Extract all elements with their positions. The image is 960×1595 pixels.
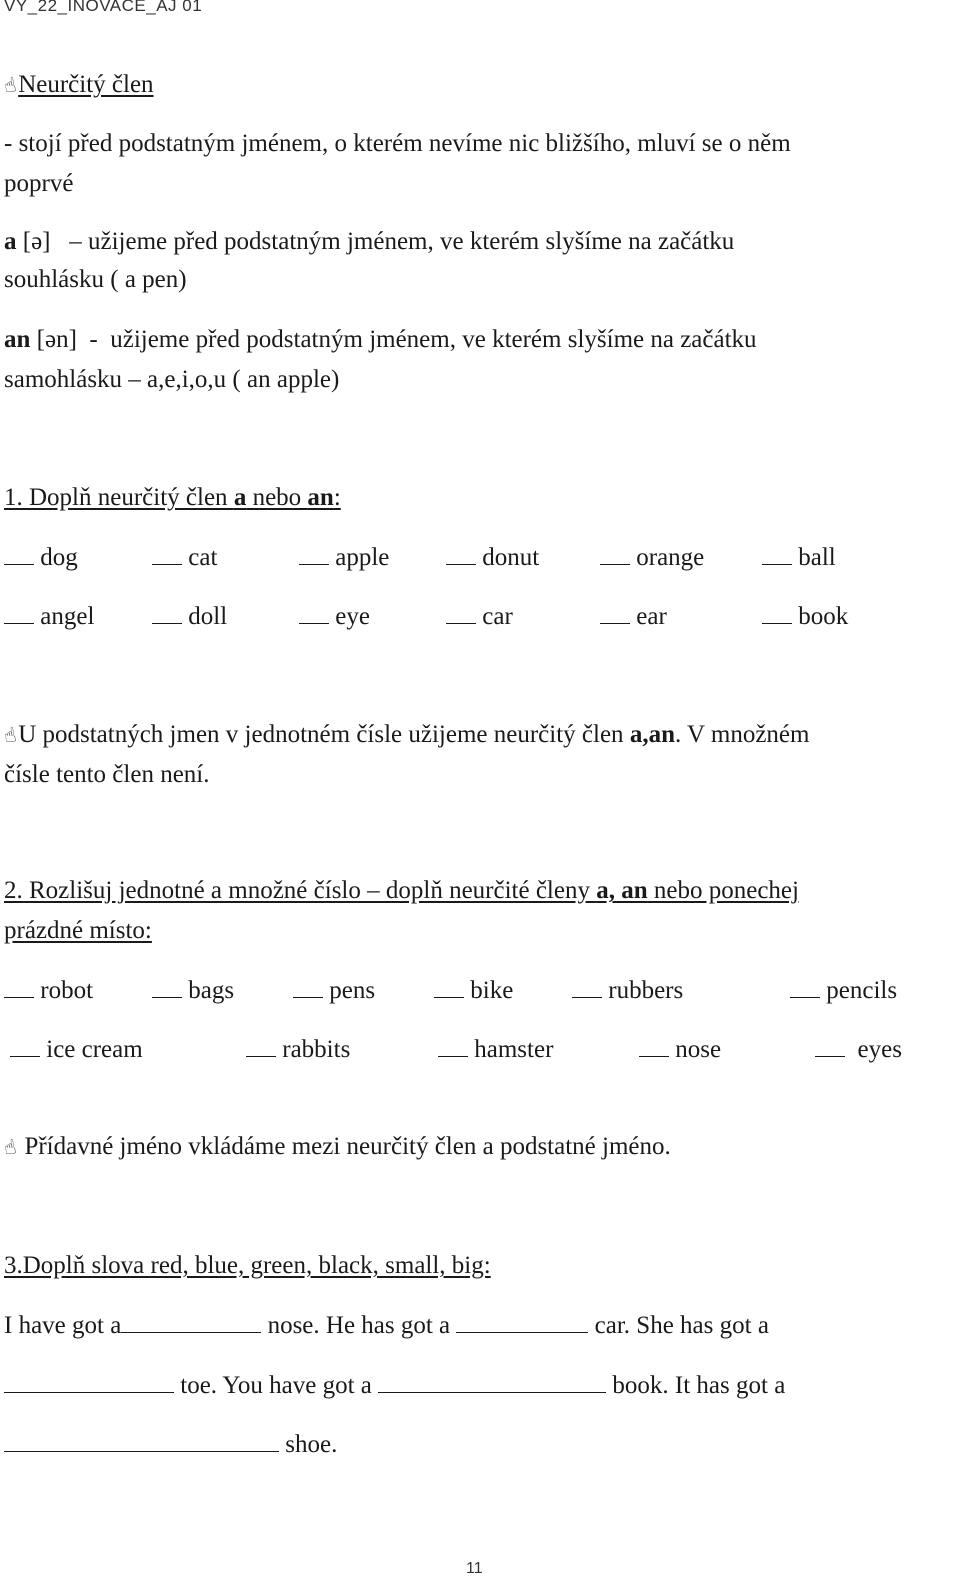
page-number: 11: [466, 1560, 483, 1577]
note-1-text: U podstatných jmen v jednotném čísle užijeme neurčitý člen: [18, 721, 630, 748]
answer-blank[interactable]: [299, 601, 329, 624]
answer-blank[interactable]: [600, 542, 630, 565]
exercise-item[interactable]: [152, 975, 234, 1006]
sentence-text: I have got a: [4, 1312, 122, 1339]
answer-blank[interactable]: [446, 542, 476, 565]
section-title: Neurčitý člen: [18, 71, 154, 98]
rule-an-text: [ən] - užijeme před podstatným jménem, ve kterém slyšíme na začátku: [30, 326, 757, 353]
exercise-1-heading-mid: nebo: [246, 484, 308, 511]
rule-a-line-2: souhlásku ( a pen): [4, 266, 187, 293]
answer-blank[interactable]: [293, 975, 323, 998]
sentence-text: book. It has got a: [606, 1372, 786, 1399]
exercise-item[interactable]: [572, 975, 683, 1006]
exercise-item[interactable]: [762, 601, 848, 632]
exercise-word: cat: [188, 544, 218, 571]
exercise-item[interactable]: [4, 975, 93, 1006]
exercise-word: robot: [40, 977, 94, 1004]
sentence-text: shoe.: [279, 1431, 338, 1458]
pointing-hand-icon: ☝: [2, 722, 19, 748]
answer-blank[interactable]: [446, 601, 476, 624]
exercise-item[interactable]: [4, 542, 78, 573]
exercise-word: ear: [636, 603, 667, 630]
exercise-word: pencils: [826, 977, 898, 1004]
note-2-text: Přídavné jméno vkládáme mezi neurčitý člen a podstatné jméno.: [24, 1133, 671, 1160]
rule-a-line-1: [4, 227, 734, 257]
answer-blank[interactable]: [762, 601, 792, 624]
answer-blank[interactable]: [299, 542, 329, 565]
exercise-word: ball: [798, 544, 836, 571]
rule-an-line-1: [4, 325, 757, 355]
exercise-word: rabbits: [282, 1036, 351, 1063]
exercise-1-heading-a: a: [233, 484, 247, 511]
answer-blank[interactable]: [456, 1310, 588, 1333]
answer-blank[interactable]: [246, 1034, 276, 1057]
pointing-hand-icon: ☝: [2, 1134, 19, 1160]
answer-blank[interactable]: [378, 1370, 606, 1393]
note-1-line-1: [4, 720, 809, 750]
exercise-2-heading: [4, 876, 799, 906]
rule-a-word: a: [4, 228, 17, 255]
answer-blank[interactable]: [815, 1034, 845, 1057]
exercise-word: doll: [188, 603, 228, 630]
exercise-item[interactable]: [762, 542, 836, 573]
exercise-1-heading-text: 1. Doplň neurčitý člen: [4, 484, 234, 511]
note-1-line-2: čísle tento člen není.: [4, 761, 210, 788]
exercise-item[interactable]: [434, 975, 513, 1006]
answer-blank[interactable]: [4, 1370, 174, 1393]
exercise-1-heading-an: an: [307, 484, 334, 511]
exercise-2-heading-bold: a, an: [596, 877, 648, 904]
answer-blank[interactable]: [152, 601, 182, 624]
answer-blank[interactable]: [762, 542, 792, 565]
intro-line-2: poprvé: [4, 170, 74, 197]
exercise-item[interactable]: [446, 601, 513, 632]
exercise-2-heading-text: 2. Rozlišuj jednotné a množné číslo – doplň neurčité členy: [4, 877, 597, 904]
document-header: VY_22_INOVACE_AJ 01: [4, 0, 203, 15]
exercise-3-heading: 3.Doplň slova red, blue, green, black, small, big:: [4, 1252, 491, 1279]
exercise-item[interactable]: [10, 1034, 143, 1065]
exercise-item[interactable]: [299, 601, 370, 632]
exercise-item[interactable]: [600, 601, 667, 632]
answer-blank[interactable]: [572, 975, 602, 998]
note-2-line: [4, 1132, 671, 1162]
exercise-word: pens: [329, 977, 376, 1004]
rule-an-line-2: samohlásku – a,e,i,o,u ( an apple): [4, 366, 340, 393]
note-1-post: . V množném: [674, 721, 810, 748]
exercise-item[interactable]: [293, 975, 375, 1006]
answer-blank[interactable]: [639, 1034, 669, 1057]
exercise-word: rubbers: [608, 977, 684, 1004]
answer-blank[interactable]: [4, 1429, 279, 1452]
section-title-row: [4, 70, 154, 100]
exercise-item[interactable]: [299, 542, 389, 573]
exercise-item[interactable]: [246, 1034, 350, 1065]
answer-blank[interactable]: [600, 601, 630, 624]
note-1-bold: a,an: [629, 721, 675, 748]
answer-blank[interactable]: [10, 1034, 40, 1057]
rule-an-word: an: [4, 326, 31, 353]
exercise-item[interactable]: [4, 601, 94, 632]
exercise-2-heading-line-2: prázdné místo:: [4, 917, 152, 944]
exercise-3-line-1: [4, 1310, 769, 1341]
exercise-word: book: [798, 603, 849, 630]
exercise-word: donut: [482, 544, 540, 571]
answer-blank[interactable]: [4, 542, 34, 565]
exercise-3-line-3: [4, 1429, 337, 1460]
exercise-item[interactable]: [152, 601, 227, 632]
exercise-word: apple: [335, 544, 390, 571]
intro-line-1: - stojí před podstatným jménem, o kterém nevíme nic bližšího, mluví se o něm: [4, 130, 791, 157]
answer-blank[interactable]: [790, 975, 820, 998]
exercise-word: nose: [675, 1036, 722, 1063]
exercise-word: orange: [636, 544, 705, 571]
pointing-hand-icon: ☝: [2, 72, 19, 98]
exercise-word: car: [482, 603, 513, 630]
exercise-word: eye: [335, 603, 370, 630]
exercise-item[interactable]: [152, 542, 217, 573]
sentence-text: car. She has got a: [588, 1312, 769, 1339]
exercise-item[interactable]: [446, 542, 539, 573]
exercise-3-line-2: [4, 1370, 785, 1401]
answer-blank[interactable]: [152, 542, 182, 565]
exercise-1-heading-colon: :: [333, 484, 341, 511]
sentence-text: toe. You have got a: [174, 1372, 379, 1399]
exercise-word: bike: [470, 977, 514, 1004]
exercise-1-heading: [4, 483, 341, 513]
sentence-text: nose. He has got a: [261, 1312, 457, 1339]
answer-blank[interactable]: [4, 975, 34, 998]
answer-blank[interactable]: [152, 975, 182, 998]
exercise-word: bags: [188, 977, 235, 1004]
answer-blank[interactable]: [438, 1034, 468, 1057]
answer-blank[interactable]: [4, 601, 34, 624]
answer-blank[interactable]: [121, 1310, 261, 1333]
exercise-2-heading-post: nebo ponechej: [647, 877, 799, 904]
exercise-word: dog: [40, 544, 78, 571]
exercise-item[interactable]: [600, 542, 704, 573]
exercise-item[interactable]: [639, 1034, 721, 1065]
rule-a-text: [ə] – užijeme před podstatným jménem, ve kterém slyšíme na začátku: [16, 228, 735, 255]
exercise-item[interactable]: [790, 975, 897, 1006]
exercise-item[interactable]: [438, 1034, 553, 1065]
exercise-word: ice cream: [46, 1036, 143, 1063]
exercise-word: eyes: [857, 1036, 902, 1063]
exercise-word: hamster: [474, 1036, 554, 1063]
exercise-word: angel: [40, 603, 95, 630]
answer-blank[interactable]: [434, 975, 464, 998]
exercise-item[interactable]: [815, 1034, 902, 1065]
